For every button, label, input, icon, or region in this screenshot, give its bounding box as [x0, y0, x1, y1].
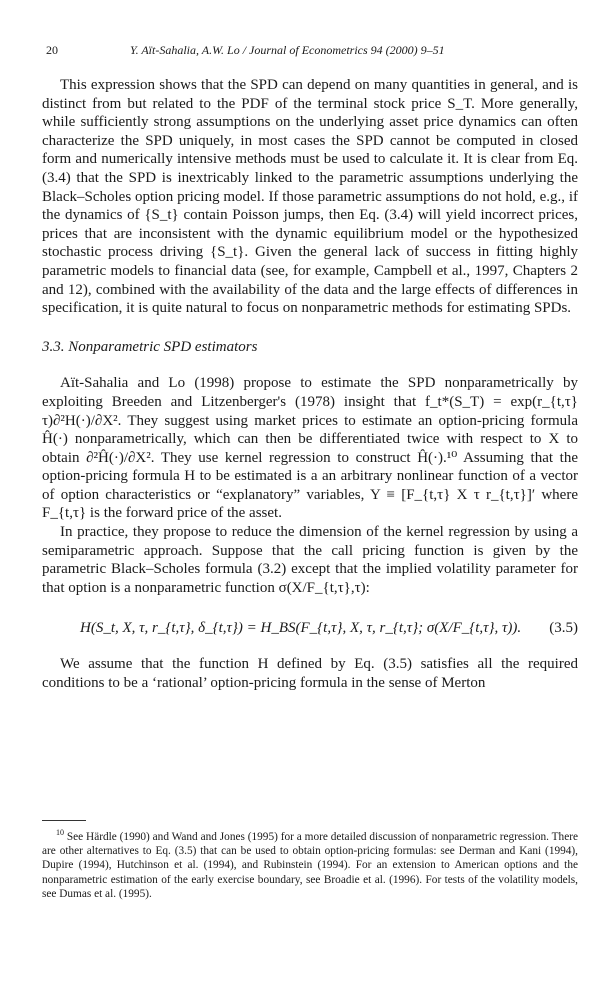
equation-formula: H(S_t, X, τ, r_{t,τ}, δ_{t,τ}) = H_BS(F_{t,τ}, X, τ, r_{t,τ}; σ(X/F_{t,τ}, τ)). [80, 620, 522, 637]
paragraph-semiparametric: In practice, they propose to reduce the dimension of the kernel regression by using a semiparametric approach. Suppose that the call pricing function is given by the parametric Black–Scholes formula (3.2) except that the implied volatility parameter for that option is a nonparametric function σ(X/F_{t,τ},τ): [42, 524, 578, 596]
footnote-marker: 10 [56, 828, 64, 837]
paragraph-nonparametric-estimation: Aït-Sahalia and Lo (1998) propose to estimate the SPD nonparametrically by exploiting Breeden and Litzenberger's (1978) insight that f_t*(S_T) = exp(r_{t,τ}τ)∂²H(·)/∂X². They suggest using market prices to estimate an option-pricing formula Ĥ(·) nonparametrically, which can then be differentiated twice with respect to X to obtain ∂²Ĥ(·)/∂X². They use kernel regression to construct Ĥ(·).¹⁰ Assuming that the option-pricing formula H to be estimated is a an arbitrary nonlinear function of a vector of option characteristics or “explanatory” variables, Y ≡ [F_{t,τ} X τ r_{t,τ}]′ where F_{t,τ} is the forward price of the asset. [42, 375, 578, 522]
running-head [46, 40, 580, 60]
footnote-divider [42, 820, 86, 821]
section-heading: 3.3. Nonparametric SPD estimators [42, 338, 258, 355]
equation-number: (3.5) [549, 620, 578, 637]
journal-citation: Y. Aït-Sahalia, A.W. Lo / Journal of Econometrics 94 (2000) 9–51 [130, 43, 445, 57]
paragraph-rational-formula: We assume that the function H defined by Eq. (3.5) satisfies all the required conditions to be a ‘rational’ option-pricing formula in the sense of Merton [42, 656, 578, 692]
main-text [42, 76, 578, 693]
page-number: 20 [46, 43, 58, 57]
footnote-text: See Härdle (1990) and Wand and Jones (1995) for a more detailed discussion of nonparametric regression. There are other alternatives to Eq. (3.5) that can be used to obtain option-pricing formulas: see Derman and Kani (1994), Dupire (1994), Hutchinson et al. (1994), and Rubinstein (1994). For an extension to American options and the nonparametric estimation of the early exercise boundary, see Broadie et al. (1996). For tests of the volatility models, see Dumas et al. (1995). [42, 830, 578, 900]
footnote-10 [42, 826, 578, 901]
paragraph-spd-discussion: This expression shows that the SPD can depend on many quantities in general, and is distinct from but related to the PDF of the terminal stock price S_T. More generally, while sufficiently strong assumptions on the underlying asset price dynamics can often characterize the SPD uniquely, in most cases the SPD cannot be computed in closed form and numerically intensive methods must be used to calculate it. It is clear from Eq. (3.4) that the SPD is inextricably linked to the parametric assumptions underlying the Black–Scholes option pricing model. If those parametric assumptions do not hold, e.g., if the dynamics of {S_t} contain Poisson jumps, then Eq. (3.4) will yield incorrect prices, prices that are inconsistent with the dynamic equilibrium model or the hypothesized stochastic process driving {S_t}. Given the general lack of success in fitting highly parametric models to financial data (see, for example, Campbell et al., 1997, Chapters 2 and 12), combined with the availability of the data and the large effects of differences in specification, it is quite natural to focus on nonparametric methods for estimating SPDs. [42, 77, 578, 317]
equation-3-5 [42, 615, 578, 641]
